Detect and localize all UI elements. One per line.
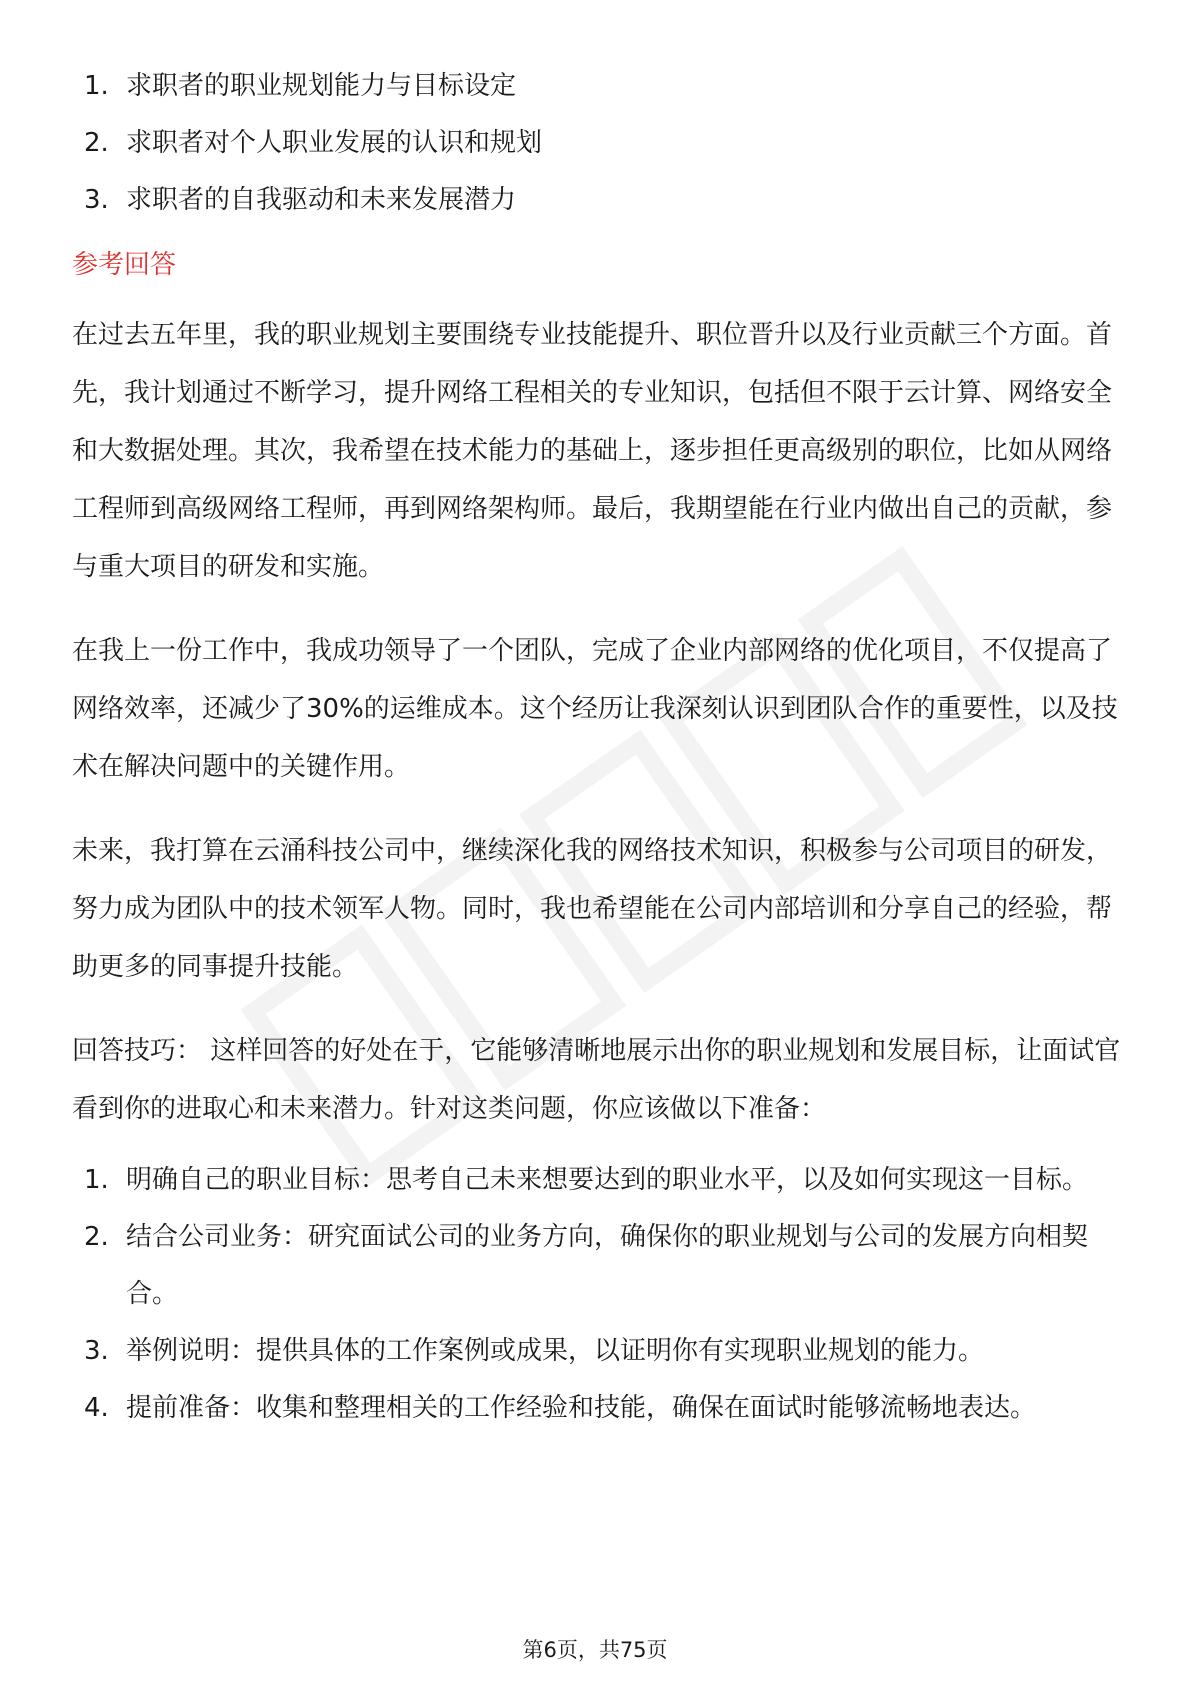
list-item	[72, 58, 1122, 115]
list-number: 3.	[84, 185, 109, 215]
answer-tips-paragraph: 回答技巧： 这样回答的好处在于，它能够清晰地展示出你的职业规划和发展目标，让面试官看到你的进取心和未来潜力。针对这类问题，你应该做以下准备：	[72, 1036, 1121, 1124]
list-item	[72, 1380, 1122, 1437]
section-heading: 参考回答	[72, 250, 177, 280]
document-page	[72, 58, 1122, 1437]
list-item	[72, 172, 1122, 229]
list-number: 1.	[84, 1165, 109, 1195]
list-number: 2.	[84, 1222, 109, 1252]
answer-paragraph: 未来，我打算在云涌科技公司中，继续深化我的网络技术知识，积极参与公司项目的研发，努力成为团队中的技术领军人物。同时，我也希望能在公司内部培训和分享自己的经验，帮助更多的同事提升技能。	[72, 836, 1113, 982]
list-number: 2.	[84, 128, 109, 158]
list-text: 提前准备：收集和整理相关的工作经验和技能，确保在面试时能够流畅地表达。	[126, 1393, 1037, 1423]
list-item	[72, 1209, 1122, 1323]
answer-paragraph: 在过去五年里，我的职业规划主要围绕专业技能提升、职位晋升以及行业贡献三个方面。首先，我计划通过不断学习，提升网络工程相关的专业知识，包括但不限于云计算、网络安全和大数据处理。其次，我希望在技术能力的基础上，逐步担任更高级别的职位，比如从网络工程师到高级网络工程师，再到网络架构师。最后，我期望能在行业内做出自己的贡献，参与重大项目的研发和实施。	[72, 320, 1113, 582]
interview-focus-list	[72, 58, 1122, 229]
list-number: 1.	[84, 71, 109, 101]
list-item	[72, 1152, 1122, 1209]
list-text: 明确自己的职业目标：思考自己未来想要达到的职业水平，以及如何实现这一目标。	[126, 1165, 1089, 1195]
page-footer: 第6页，共75页	[522, 1638, 668, 1662]
list-text: 结合公司业务：研究面试公司的业务方向，确保你的职业规划与公司的发展方向相契合。	[126, 1222, 1089, 1309]
answer-paragraph: 在我上一份工作中，我成功领导了一个团队，完成了企业内部网络的优化项目，不仅提高了网络效率，还减少了30%的运维成本。这个经历让我深刻认识到团队合作的重要性，以及技术在解决问题中的关键作用。	[72, 636, 1118, 782]
list-text: 求职者对个人职业发展的认识和规划	[126, 128, 543, 158]
list-item	[72, 115, 1122, 172]
list-text: 求职者的自我驱动和未来发展潜力	[126, 185, 517, 215]
preparation-tips-list	[72, 1152, 1122, 1437]
list-item	[72, 1323, 1122, 1380]
list-text: 求职者的职业规划能力与目标设定	[126, 71, 517, 101]
list-text: 举例说明：提供具体的工作案例或成果，以证明你有实现职业规划的能力。	[126, 1336, 985, 1366]
list-number: 3.	[84, 1336, 109, 1366]
list-number: 4.	[84, 1393, 109, 1423]
